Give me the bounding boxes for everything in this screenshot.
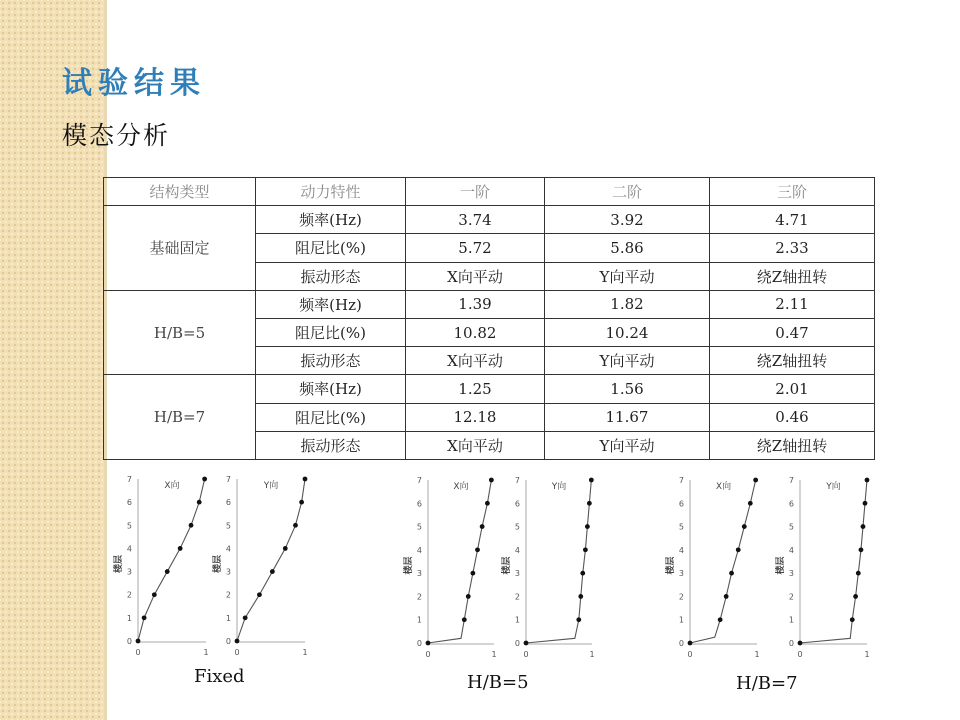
cell-value: 11.67 [545, 403, 710, 431]
y-tick-label: 7 [514, 476, 520, 485]
header-dynamic-property: 动力特性 [256, 178, 406, 206]
x-tick-label: 0 [425, 650, 431, 659]
data-point [576, 617, 581, 622]
x-tick-label: 0 [523, 650, 529, 659]
y-tick-label: 4 [225, 544, 231, 554]
cell-value: 5.86 [545, 234, 710, 262]
cell-value: 2.33 [710, 234, 875, 262]
data-point [178, 546, 183, 551]
data-point [736, 547, 741, 552]
cell-value: 绕Z轴扭转 [710, 431, 875, 459]
y-tick-label: 4 [678, 545, 684, 555]
data-point [480, 524, 485, 529]
y-tick-label: 2 [416, 592, 422, 602]
data-point [524, 641, 529, 646]
y-tick-label: 0 [416, 639, 422, 648]
cell-value: 12.18 [406, 403, 545, 431]
plot-group-label-fixed: Fixed [194, 666, 245, 687]
y-tick-label: 1 [126, 613, 132, 623]
data-point [283, 546, 288, 551]
y-tick-label: 6 [126, 498, 132, 508]
y-tick-label: 7 [678, 476, 684, 485]
mode-plot [774, 476, 870, 659]
mode-shape-line [138, 479, 205, 641]
data-point [580, 571, 585, 576]
row-property: 振动形态 [256, 347, 406, 375]
data-point [583, 547, 588, 552]
data-point [729, 571, 734, 576]
y-tick-label: 3 [416, 569, 422, 579]
data-point [293, 523, 298, 528]
data-point [136, 639, 141, 644]
mode-plot [500, 476, 595, 659]
data-point [861, 524, 866, 529]
mode-plot [664, 476, 760, 659]
cell-value: 1.25 [406, 375, 545, 403]
header-structure-type: 结构类型 [104, 178, 256, 206]
row-property: 频率(Hz) [256, 290, 406, 318]
y-tick-label: 4 [514, 545, 520, 555]
y-axis-label: 楼层 [666, 556, 676, 575]
data-point [742, 524, 747, 529]
y-tick-label: 5 [514, 522, 520, 532]
cell-value: Y向平动 [545, 262, 710, 290]
data-point [257, 592, 262, 597]
data-point [489, 478, 494, 483]
data-point [485, 501, 490, 506]
y-tick-label: 3 [788, 569, 794, 579]
data-point [243, 615, 248, 620]
cell-value: X向平动 [406, 262, 545, 290]
mode-plot [402, 476, 497, 659]
cell-value: 绕Z轴扭转 [710, 347, 875, 375]
cell-value: Y向平动 [545, 431, 710, 459]
cell-value: 1.56 [545, 375, 710, 403]
data-point [426, 641, 431, 646]
y-tick-label: 5 [416, 522, 422, 532]
data-point [202, 477, 207, 482]
y-tick-label: 2 [788, 592, 794, 602]
y-tick-label: 2 [126, 590, 132, 600]
y-tick-label: 7 [126, 475, 132, 484]
group-name-fixed: 基础固定 [104, 206, 256, 291]
data-point [189, 523, 194, 528]
row-property: 振动形态 [256, 262, 406, 290]
x-tick-label: 1 [491, 650, 497, 659]
y-tick-label: 0 [788, 639, 794, 648]
mode-shape-line [800, 480, 867, 643]
plot-group-label-hb7: H/B=7 [736, 673, 798, 694]
y-tick-label: 6 [788, 499, 794, 509]
row-property: 阻尼比(%) [256, 318, 406, 346]
y-axis-label: 楼层 [776, 556, 786, 575]
data-point [466, 594, 471, 599]
mode-shape-line [690, 480, 756, 643]
data-point [470, 571, 475, 576]
data-point [165, 569, 170, 574]
y-tick-label: 3 [126, 567, 132, 577]
y-tick-label: 4 [788, 545, 794, 555]
y-tick-label: 7 [225, 475, 231, 484]
data-point [850, 617, 855, 622]
data-point [724, 594, 729, 599]
x-tick-label: 1 [203, 648, 209, 657]
mode-shape-line [526, 480, 591, 643]
x-tick-label: 1 [754, 650, 760, 659]
data-point [299, 500, 304, 505]
slide-title: 试验结果 [62, 66, 206, 101]
cell-value: 5.72 [406, 234, 545, 262]
data-point [585, 524, 590, 529]
data-point [688, 641, 693, 646]
header-mode-2: 二阶 [545, 178, 710, 206]
data-point [142, 615, 147, 620]
cell-value: 0.47 [710, 318, 875, 346]
header-mode-1: 一阶 [406, 178, 545, 206]
row-property: 阻尼比(%) [256, 234, 406, 262]
y-tick-label: 3 [225, 567, 231, 577]
cell-value: 3.74 [406, 206, 545, 234]
y-tick-label: 1 [788, 615, 794, 625]
plot-title: Y向 [826, 482, 841, 492]
y-tick-label: 0 [514, 639, 520, 648]
plot-title: Y向 [551, 482, 567, 492]
y-tick-label: 1 [416, 615, 422, 625]
data-point [475, 547, 480, 552]
x-tick-label: 1 [302, 648, 308, 657]
cell-value: 1.39 [406, 290, 545, 318]
cell-value: X向平动 [406, 431, 545, 459]
row-property: 振动形态 [256, 431, 406, 459]
y-tick-label: 1 [514, 615, 520, 625]
y-tick-label: 0 [225, 637, 231, 646]
plot-title: X向 [453, 482, 469, 492]
data-point [798, 641, 803, 646]
y-tick-label: 7 [788, 476, 794, 485]
plot-title: X向 [164, 481, 180, 491]
y-tick-label: 5 [788, 522, 794, 532]
slide-subtitle: 模态分析 [62, 121, 171, 150]
data-point [152, 592, 157, 597]
data-point [856, 571, 861, 576]
y-tick-label: 6 [225, 498, 231, 508]
data-point [587, 501, 592, 506]
data-point [853, 594, 858, 599]
data-point [235, 639, 240, 644]
y-axis-label: 楼层 [213, 554, 223, 574]
cell-value: 3.92 [545, 206, 710, 234]
mode-plot [211, 475, 308, 657]
y-tick-label: 3 [678, 569, 684, 579]
y-axis-label: 楼层 [114, 554, 124, 574]
data-point [718, 617, 723, 622]
y-axis-label: 楼层 [502, 556, 512, 575]
cell-value: 0.46 [710, 403, 875, 431]
row-property: 频率(Hz) [256, 206, 406, 234]
cell-value: 10.24 [545, 318, 710, 346]
cell-value: 4.71 [710, 206, 875, 234]
x-tick-label: 0 [797, 650, 803, 659]
y-tick-label: 1 [678, 615, 684, 625]
plot-title: X向 [715, 482, 732, 492]
y-tick-label: 4 [416, 545, 422, 555]
group-name-hb5: H/B=5 [104, 290, 256, 375]
group-name-hb7: H/B=7 [104, 375, 256, 460]
data-point [859, 547, 864, 552]
y-tick-label: 5 [225, 521, 231, 531]
cell-value: Y向平动 [545, 347, 710, 375]
data-point [303, 477, 308, 482]
y-tick-label: 5 [126, 521, 132, 531]
row-property: 阻尼比(%) [256, 403, 406, 431]
data-point [748, 501, 753, 506]
y-tick-label: 2 [514, 592, 520, 602]
mode-plot [112, 475, 209, 657]
y-tick-label: 7 [416, 476, 422, 485]
data-point [863, 501, 868, 506]
y-tick-label: 6 [678, 499, 684, 509]
data-point [197, 500, 202, 505]
y-tick-label: 2 [225, 590, 231, 600]
data-point [865, 478, 870, 483]
header-mode-3: 三阶 [710, 178, 875, 206]
y-tick-label: 0 [126, 637, 132, 646]
row-property: 频率(Hz) [256, 375, 406, 403]
data-point [753, 478, 758, 483]
y-axis-label: 楼层 [404, 556, 414, 575]
x-tick-label: 1 [589, 650, 595, 659]
x-tick-label: 0 [135, 648, 141, 657]
plot-group-label-hb5: H/B=5 [467, 672, 529, 693]
cell-value: 1.82 [545, 290, 710, 318]
y-tick-label: 6 [416, 499, 422, 509]
data-point [462, 617, 467, 622]
x-tick-label: 0 [687, 650, 693, 659]
y-tick-label: 0 [678, 639, 684, 648]
data-point [589, 478, 594, 483]
cell-value: 2.11 [710, 290, 875, 318]
y-tick-label: 4 [126, 544, 132, 554]
y-tick-label: 6 [514, 499, 520, 509]
data-point [270, 569, 275, 574]
y-tick-label: 5 [678, 522, 684, 532]
y-tick-label: 3 [514, 569, 520, 579]
plot-title: Y向 [263, 481, 279, 491]
cell-value: 2.01 [710, 375, 875, 403]
cell-value: 绕Z轴扭转 [710, 262, 875, 290]
x-tick-label: 1 [864, 650, 870, 659]
y-tick-label: 2 [678, 592, 684, 602]
data-point [578, 594, 583, 599]
x-tick-label: 0 [234, 648, 240, 657]
y-tick-label: 1 [225, 613, 231, 623]
cell-value: X向平动 [406, 347, 545, 375]
cell-value: 10.82 [406, 318, 545, 346]
mode-shape-line [428, 480, 491, 643]
